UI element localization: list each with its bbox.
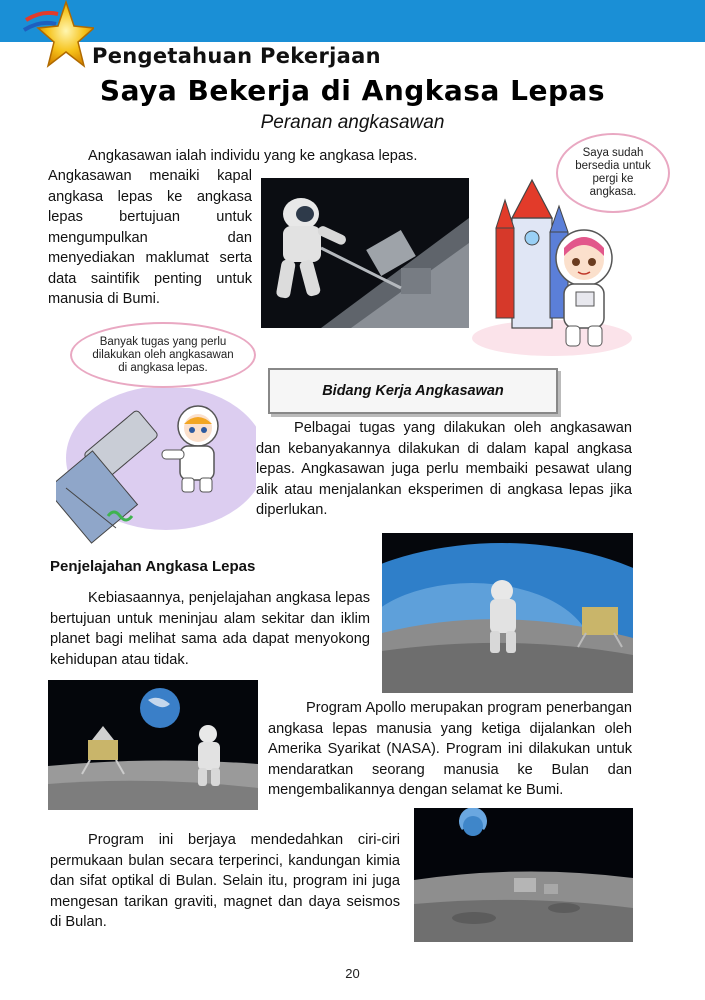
section-paragraph: Pelbagai tugas yang dilakukan oleh angkasawan dan kebanyakannya dilakukan di dalam kapal angkasa lepas. Angkasawan juga perlu membaiki pesawat ulang alik atau menjalankan eksperimen di angkasa lepas jika diperlukan. bbox=[256, 420, 632, 518]
satellite-astronaut-illustration bbox=[56, 388, 256, 544]
intro-paragraph: Angkasawan menaiki kapal angkasa lepas ke angkasa lepas bertujuan untuk mengumpulkan dan menyediakan maklumat serta data saintifik penting untuk manusia di Bumi. bbox=[48, 168, 252, 307]
page-title: Saya Bekerja di Angkasa Lepas bbox=[99, 74, 606, 107]
lunar-module-photo bbox=[48, 680, 258, 810]
success-paragraph: Program ini berjaya mendedahkan ciri-ciri permukaan bulan secara terperinci, kandungan kimia dan sifat optikal di Bulan. Selain itu, program ini juga mengesan tarikan graviti, magnet dan daya seismos di Bulan. bbox=[50, 832, 400, 930]
spacewalk-photo bbox=[261, 178, 469, 328]
star-icon bbox=[22, 0, 94, 80]
speech-bubble-tasks: Banyak tugas yang perlu dilakukan oleh angkasawan di angkasa lepas. bbox=[70, 322, 256, 388]
category-label: Pengetahuan Pekerjaan bbox=[92, 44, 381, 68]
exploration-heading: Penjelajahan Angkasa Lepas bbox=[50, 558, 256, 575]
rocket-astronaut-illustration bbox=[472, 178, 632, 358]
page-subtitle: Peranan angkasawan bbox=[260, 112, 445, 133]
intro-line: Angkasawan ialah individu yang ke angkasa lepas. bbox=[88, 148, 418, 164]
moonwalk-earth-photo bbox=[382, 533, 633, 693]
page-number: 20 bbox=[345, 966, 360, 981]
section-title-box: Bidang Kerja Angkasawan bbox=[268, 368, 558, 414]
top-banner bbox=[0, 0, 705, 42]
speech-bubble-ready: Saya sudah bersedia untuk pergi ke angkasa. bbox=[556, 133, 670, 213]
exploration-paragraph: Kebiasaannya, penjelajahan angkasa lepas bertujuan untuk meninjau alam sekitar dan iklim planet bagi melihat sama ada dapat menyokong kehidupan atau tidak. bbox=[50, 590, 370, 668]
moon-surface-photo bbox=[414, 808, 633, 942]
apollo-paragraph: Program Apollo merupakan program penerbangan angkasa lepas manusia yang ketiga dijalankan oleh Amerika Syarikat (NASA). Program ini dilakukan untuk mendaratkan seorang manusia ke Bulan dan mengembalikannya dengan selamat ke Bumi. bbox=[268, 700, 632, 798]
